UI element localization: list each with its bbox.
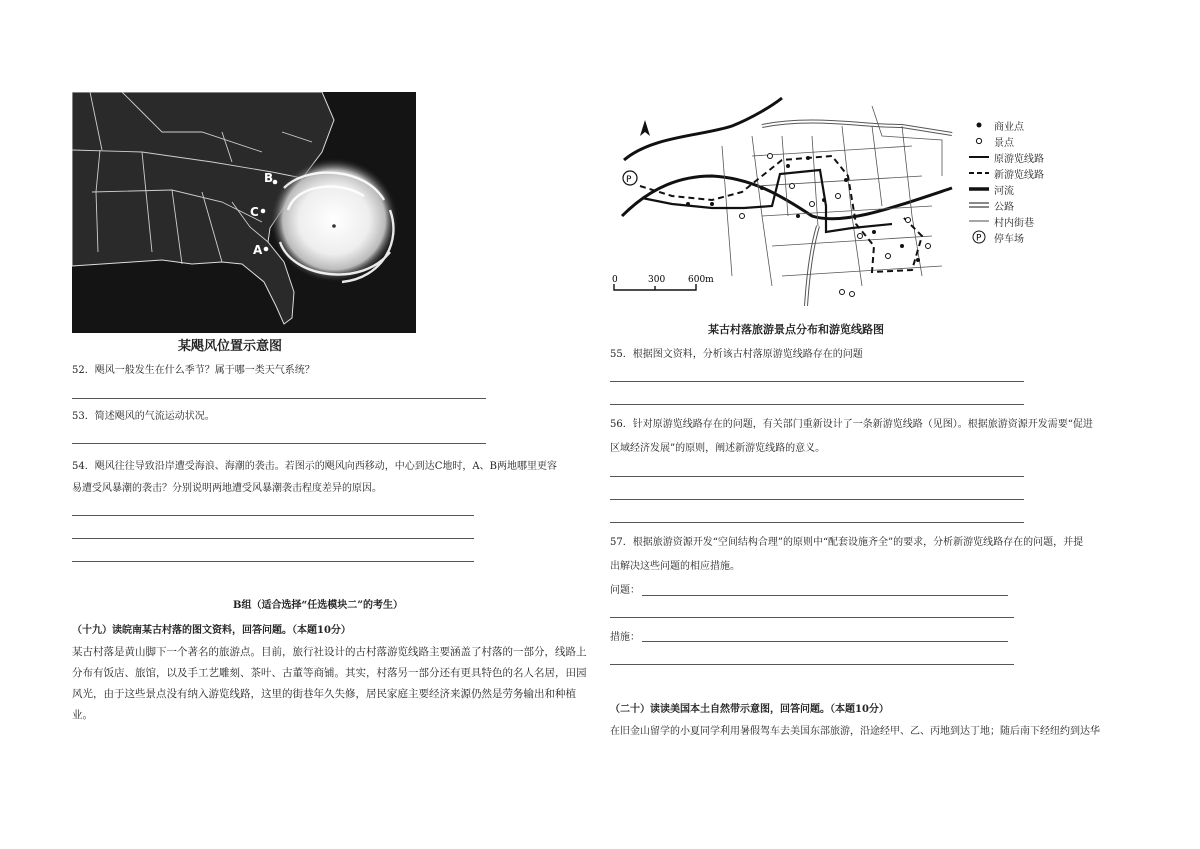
point-a-label: A: [253, 243, 263, 257]
section-20-passage-line-1: 在旧金山留学的小夏同学利用暑假驾车去美国东部旅游，沿途经甲、乙、丙地到达丁地；随后南下经纽约到达华: [610, 726, 1100, 737]
answer-line-54-b[interactable]: [72, 538, 474, 539]
answer-line-55-a[interactable]: [610, 381, 1024, 382]
section-20-title: （二十）读读美国本土自然带示意图，回答问题。（本题10分）: [610, 704, 889, 715]
legend-river: 河流: [994, 185, 1014, 197]
answer-line-56-a[interactable]: [610, 476, 1024, 477]
section-19-passage-line-3: 风光，由于这些景点没有纳入游览线路，这里的街巷年久失修，居民家庭主要经济来源仍然是劳务输出和种植业。: [72, 688, 576, 721]
question-56-line-2: 区域经济发展”的原则，阐述新游览线路的意义。: [610, 443, 826, 454]
point-c-label: C: [250, 205, 259, 219]
scale-tick-300: 300: [648, 275, 666, 285]
legend-street: 村内街巷: [994, 217, 1034, 229]
village-figure-caption: 某古村落旅游景点分布和游览线路图: [708, 323, 884, 336]
legend-road: 公路: [994, 201, 1014, 213]
legend-attraction: 景点: [968, 133, 1044, 149]
question-54-line-2: 易遭受风暴潮的袭击？分别说明两地遭受风暴潮袭击程度差异的原因。: [72, 483, 382, 494]
north-arrow-icon: [640, 120, 650, 136]
question-52: 52．飓风一般发生在什么季节？属于哪一类天气系统？: [72, 365, 315, 376]
hurricane-map-figure: [72, 92, 416, 333]
answer-line-56-c[interactable]: [610, 522, 1024, 523]
legend-parking: P 停车场: [968, 229, 1044, 245]
answer-line-55-b[interactable]: [610, 404, 1024, 405]
section-19-passage-line-2: 分布有饭店、旅馆，以及手工艺雕刻、茶叶、古董等商铺。其实，村落另一部分还有更具特色的名人名居，田园: [72, 667, 587, 679]
question-57-line-2: 出解决这些问题的相应措施。: [610, 561, 740, 572]
section-19-passage-line-1: 某古村落是黄山脚下一个著名的旅游点。目前，旅行社设计的古村落游览线路主要涵盖了村落的一部分，线路上: [72, 646, 587, 658]
scale-tick-600m: 600m: [688, 275, 714, 285]
answer-line-53[interactable]: [72, 443, 486, 444]
question-57-line-1: 57．根据旅游资源开发“空间结构合理”的原则中“配套设施齐全”的要求，分析新游览线路存在的问题，并提: [610, 537, 1084, 548]
measure-answer-line-a[interactable]: [642, 641, 1008, 642]
problem-answer-line-a[interactable]: [642, 595, 1008, 596]
answer-line-54-a[interactable]: [72, 515, 474, 516]
section-19-passage: [72, 642, 592, 726]
problem-answer-line-b[interactable]: [610, 617, 1014, 618]
group-b-heading: B组（适合选择“任选模块二”的考生）: [233, 600, 403, 611]
measure-answer-line-b[interactable]: [610, 664, 1014, 665]
question-54-line-1: 54．飓风往往导致沿岸遭受海浪、海潮的袭击。若图示的飓风向西移动，中心到达C地时，A、B两地哪里更容: [72, 461, 557, 472]
svg-text:P: P: [626, 175, 632, 185]
hurricane-figure-caption: 某飓风位置示意图: [178, 339, 283, 354]
svg-text:P: P: [976, 233, 982, 244]
answer-line-56-b[interactable]: [610, 499, 1024, 500]
map-legend: [968, 117, 1044, 245]
question-53: 53．简述飓风的气流运动状况。: [72, 411, 215, 422]
question-55: 55．根据图文资料，分析该古村落原游览线路存在的问题: [610, 349, 863, 360]
question-56-line-1: 56．针对原游览线路存在的问题，有关部门重新设计了一条新游览线路（见图）。根据旅游资源开发需要“促进: [610, 419, 1093, 430]
answer-line-52[interactable]: [72, 398, 486, 399]
point-b-label: B: [264, 171, 274, 185]
scale-tick-0: 0: [612, 275, 618, 285]
legend-original-route: 原游览线路: [994, 153, 1044, 165]
answer-line-54-c[interactable]: [72, 561, 474, 562]
section-19-title: （十九）读皖南某古村落的图文资料，回答问题。（本题10分）: [72, 625, 351, 636]
legend-new-route: 新游览线路: [994, 169, 1044, 181]
measure-label: 措施：: [610, 632, 640, 643]
village-route-map: [612, 96, 962, 306]
legend-commerce: 商业点: [968, 117, 1044, 133]
problem-label: 问题：: [610, 585, 640, 596]
